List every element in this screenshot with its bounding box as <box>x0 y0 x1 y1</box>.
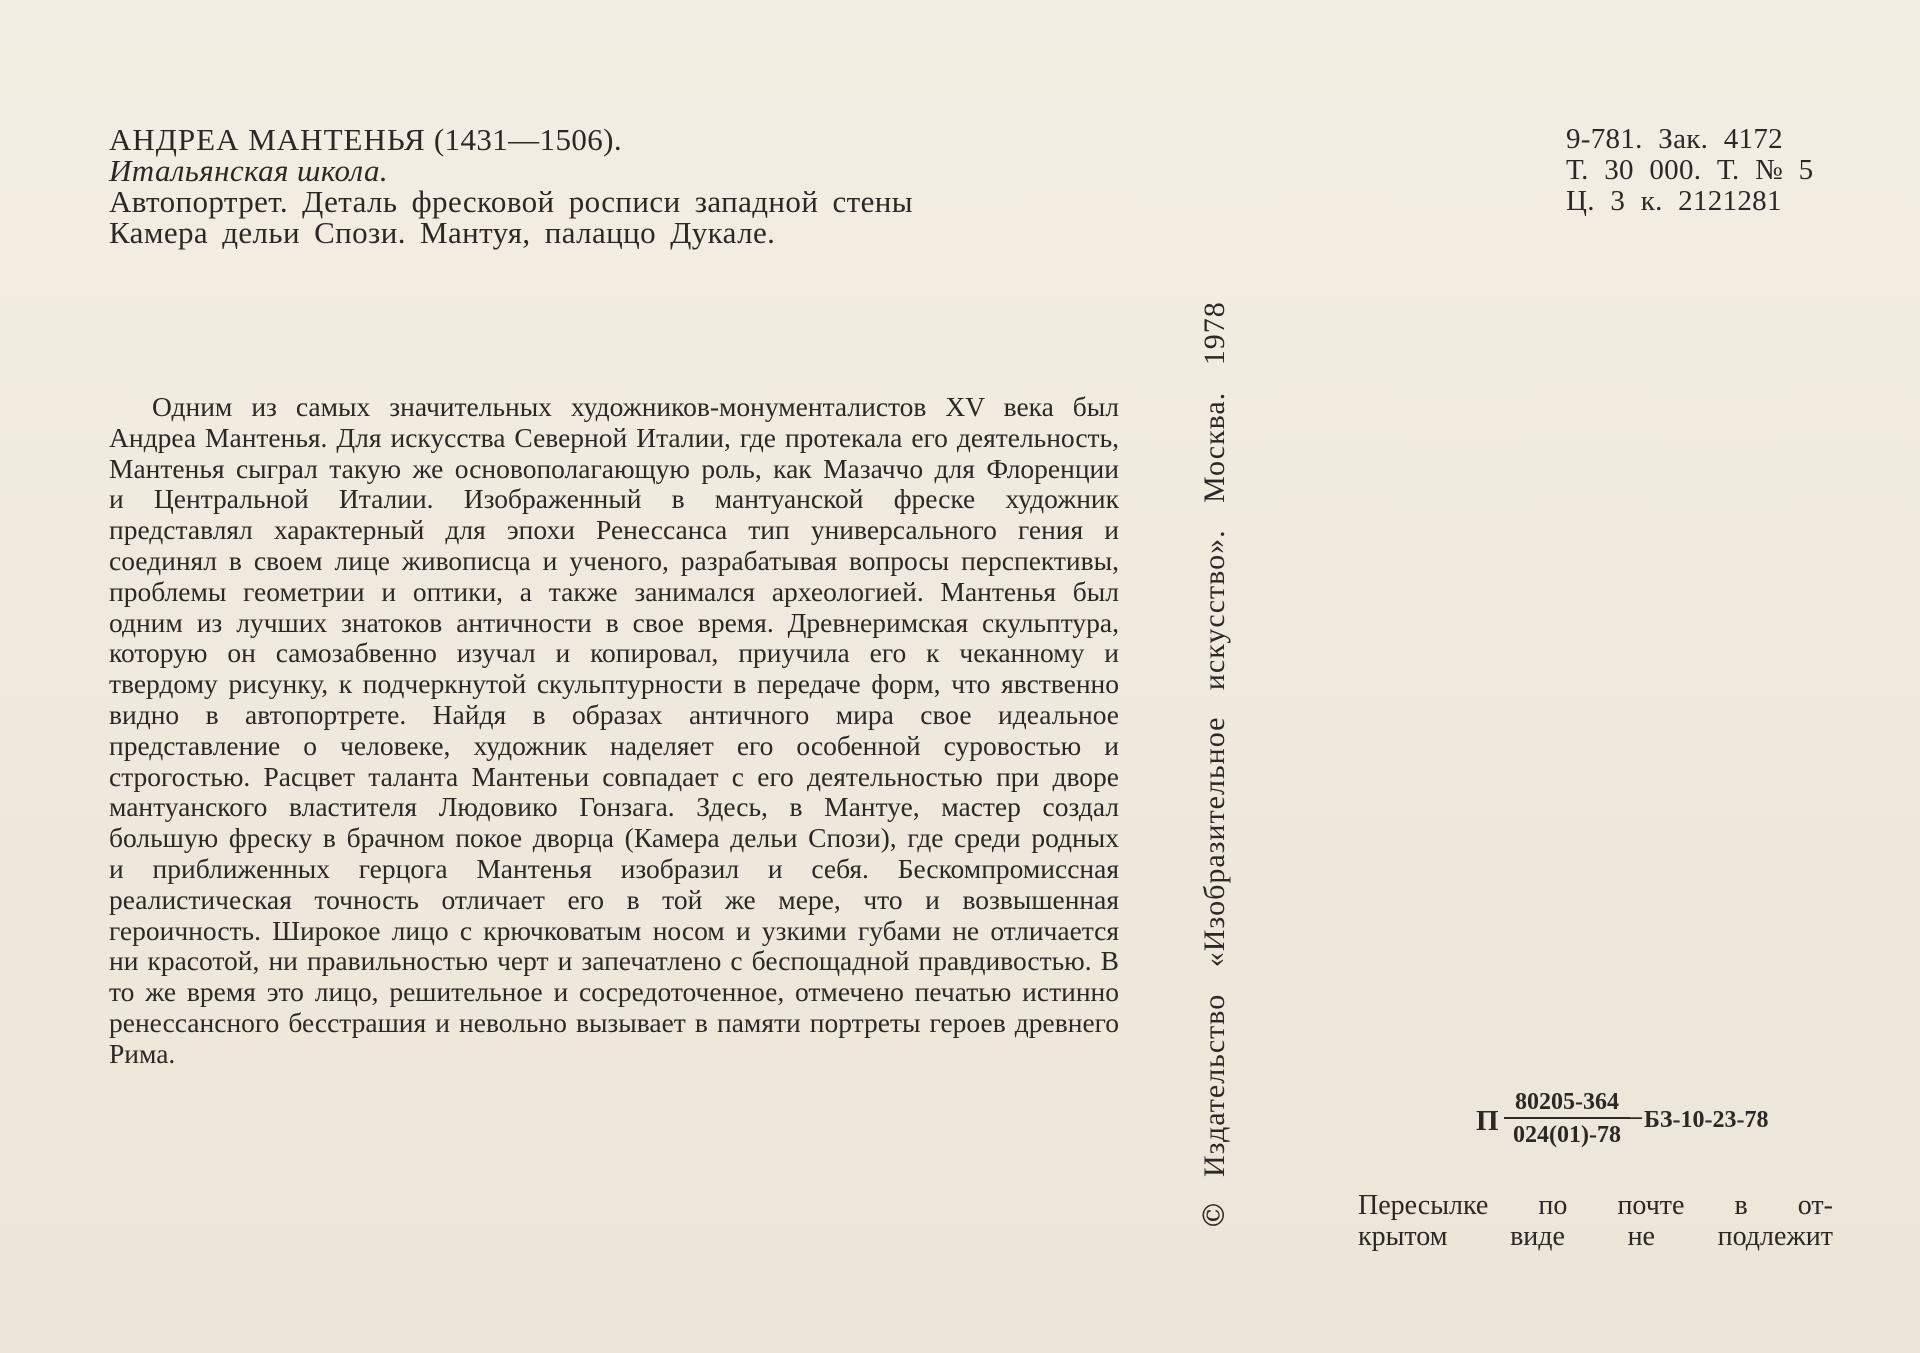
catalog-code-denominator: 024(01)-78 <box>1513 1122 1621 1148</box>
imprint-line-3: Ц. 3 к. 2121281 <box>1566 185 1782 217</box>
publisher-name: Издательство «Изобразительное искусство». Москва. 1978 <box>1198 301 1231 1177</box>
copyright-icon: © <box>1197 1199 1232 1230</box>
catalog-code-fraction <box>1504 1087 1630 1151</box>
biography-text: Одним из самых значительных художников-монументалистов XV века был Андреа Мантенья. Для искусства Северной Италии, где протекала его деятельность, Мантенья сыграл такую же основополагающую роль, как Мазаччо для Флоренции и Центральной Италии. Изображенный в мантуанской фреске художник представлял характерный для эпохи Ренессанса тип универсального гения и соединял в своем лице живописца и ученого, разрабатывая вопросы перспективы, проблемы геометрии и оптики, а также занимался археологией. Мантенья был одним из лучших знатоков античности в свое время. Древнеримская скульптура, которую он самозабвенно изучал и копировал, приучила его к чеканному и твердому рисунку, к подчеркнутой скульптурности в передаче форм, что явственно видно в автопортрете. Найдя в образах античного мира свое идеальное представление о человеке, художник наделяет его особенной суровостью и строгостью. Расцвет таланта Мантеньи совпадает с его деятельностью при дворе мантуанского властителя Людовико Гонзага. Здесь, в Мантуе, мастер создал большую фреску в брачном покое дворца (Камера дельи Спози), где среди родных и приближенных герцога Мантенья изобразил и себя. Бескомпромиссная реалистическая точность отличает его в той же мере, что и возвышенная героичность. Широкое лицо с крючковатым носом и узкими губами не отличается ни красотой, ни правильностью черт и запечатлено с беспощадной правдивостью. В то же время это лицо, решительное и сосредоточенное, отмечено печатью истинно ренессансного бесстрашия и невольно вызывает в памяти портреты героев древнего Рима. <box>109 391 1119 1069</box>
artwork-description-line-2: Камера дельи Спози. Мантуя, палаццо Дукале. <box>109 215 776 250</box>
catalog-code-numerator: 80205-364 <box>1504 1087 1630 1119</box>
artwork-description-line-1: Автопортрет. Деталь фресковой росписи западной стены <box>109 184 913 219</box>
imprint-line-2: Т. 30 000. Т. № 5 <box>1566 154 1814 186</box>
catalog-code-prefix: П <box>1476 1105 1499 1137</box>
art-school: Итальянская школа. <box>109 153 389 188</box>
artwork-heading <box>109 124 1119 248</box>
catalog-code-suffix: БЗ-10-23-78 <box>1644 1107 1769 1133</box>
artist-name: АНДРЕА МАНТЕНЬЯ <box>109 122 426 157</box>
publisher-vertical-text <box>1197 150 1232 1230</box>
postal-note <box>1358 1190 1833 1252</box>
imprint-line-1: 9-781. Зак. 4172 <box>1566 123 1783 155</box>
postal-note-line-2: крытом виде не подлежит <box>1358 1221 1833 1252</box>
postal-note-line-1: Пересылке по почте в от- <box>1358 1190 1833 1221</box>
catalog-code-dash: – <box>1630 1104 1642 1130</box>
artist-line <box>109 124 1119 155</box>
print-imprint <box>1566 124 1836 217</box>
artist-years: (1431—1506). <box>433 122 623 157</box>
